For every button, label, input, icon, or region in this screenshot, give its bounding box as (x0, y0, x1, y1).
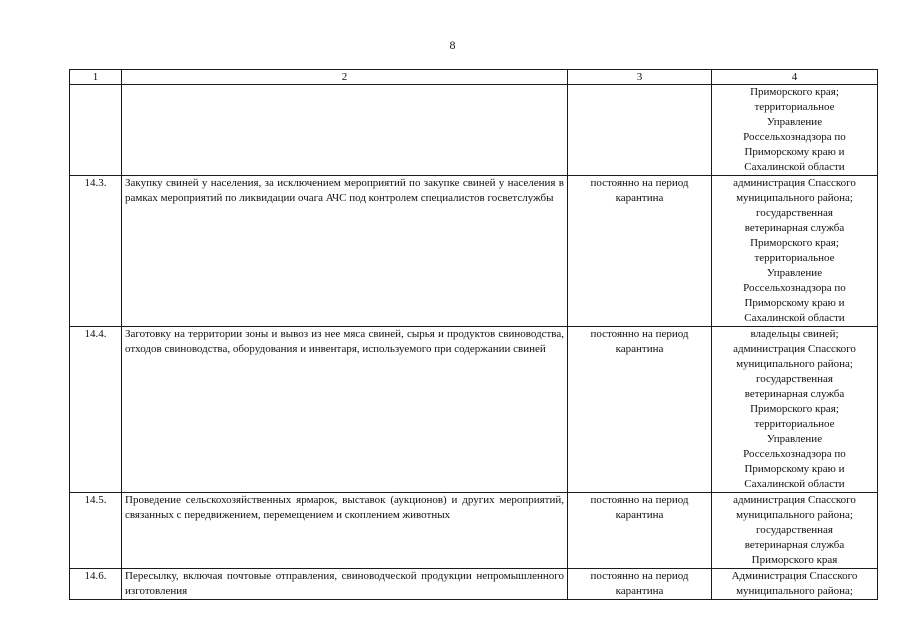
responsible-party-line: Администрация Спасского (731, 570, 858, 582)
responsible-party-line: администрация Спасского (733, 494, 856, 506)
responsible-parties (712, 327, 878, 493)
responsible-party-line: Приморскому краю и (744, 146, 845, 158)
responsible-party-line: Приморского края; (750, 86, 839, 98)
responsible-party-line: владельцы свиней; (750, 328, 839, 340)
responsible-party-line: Управление (766, 433, 823, 445)
responsible-party-line: Приморского края (751, 554, 838, 566)
measure-description: Проведение сельскохозяйственных ярмарок, выставок (аукционов) и других мероприятий, связанных с передвижением, перемещением и скоплением животных (122, 493, 568, 569)
execution-period: постоянно на период карантина (568, 327, 712, 493)
responsible-party-line: ветеринарная служба (744, 222, 845, 234)
table-row (70, 85, 878, 176)
measure-description: Закупку свиней у населения, за исключением мероприятий по закупке свиней у населения в рамках мероприятий по ликвидации очага АЧС под контролем специалистов госветслужбы (122, 176, 568, 327)
responsible-party-line: муниципального района; (736, 585, 853, 597)
responsible-parties (712, 85, 878, 176)
execution-period: постоянно на период карантина (568, 493, 712, 569)
measure-description: Пересылку, включая почтовые отправления, свиноводческой продукции непромышленного изготовления (122, 569, 568, 600)
table-body (70, 85, 878, 600)
item-number: 14.6. (70, 569, 122, 600)
responsible-party-line: Россельхознадзора по (743, 131, 846, 143)
responsible-party-line: муниципального района; (736, 509, 853, 521)
table-row (70, 327, 878, 493)
responsible-party-line: Сахалинской области (744, 312, 845, 324)
table-row (70, 569, 878, 600)
table-row (70, 176, 878, 327)
responsible-party-line: Управление (766, 116, 823, 128)
execution-period (568, 85, 712, 176)
item-number (70, 85, 122, 176)
execution-period: постоянно на период карантина (568, 569, 712, 600)
responsible-parties (712, 569, 878, 600)
responsible-party-line: государственная (756, 207, 833, 219)
measures-table (69, 69, 878, 600)
responsible-party-line: территориальное (754, 101, 835, 113)
table-row (70, 493, 878, 569)
responsible-party-line: Приморскому краю и (744, 463, 845, 475)
measure-description (122, 85, 568, 176)
column-header-1: 1 (70, 70, 122, 85)
responsible-party-line: Россельхознадзора по (743, 448, 846, 460)
responsible-party-line: муниципального района; (736, 358, 853, 370)
responsible-party-line: государственная (756, 373, 833, 385)
responsible-party-line: администрация Спасского (733, 177, 856, 189)
measure-description: Заготовку на территории зоны и вывоз из нее мяса свиней, сырья и продуктов свиноводства, отходов свиноводства, оборудования и инвентаря, используемого при содержании свиней (122, 327, 568, 493)
responsible-party-line: территориальное (754, 418, 835, 430)
item-number: 14.5. (70, 493, 122, 569)
responsible-party-line: Приморскому краю и (744, 297, 845, 309)
responsible-party-line: территориальное (754, 252, 835, 264)
responsible-parties (712, 493, 878, 569)
responsible-party-line: ветеринарная служба (744, 388, 845, 400)
table-header-row (70, 70, 878, 85)
execution-period: постоянно на период карантина (568, 176, 712, 327)
item-number: 14.3. (70, 176, 122, 327)
responsible-party-line: ветеринарная служба (744, 539, 845, 551)
page-number: 8 (449, 38, 456, 52)
responsible-party-line: Россельхознадзора по (743, 282, 846, 294)
responsible-party-line: Приморского края; (750, 403, 839, 415)
responsible-party-line: муниципального района; (736, 192, 853, 204)
column-header-3: 3 (568, 70, 712, 85)
responsible-party-line: администрация Спасского (733, 343, 856, 355)
responsible-parties (712, 176, 878, 327)
responsible-party-line: Сахалинской области (744, 161, 845, 173)
responsible-party-line: Сахалинской области (744, 478, 845, 490)
column-header-4: 4 (712, 70, 878, 85)
column-header-2: 2 (122, 70, 568, 85)
responsible-party-line: государственная (756, 524, 833, 536)
item-number: 14.4. (70, 327, 122, 493)
responsible-party-line: Управление (766, 267, 823, 279)
responsible-party-line: Приморского края; (750, 237, 839, 249)
